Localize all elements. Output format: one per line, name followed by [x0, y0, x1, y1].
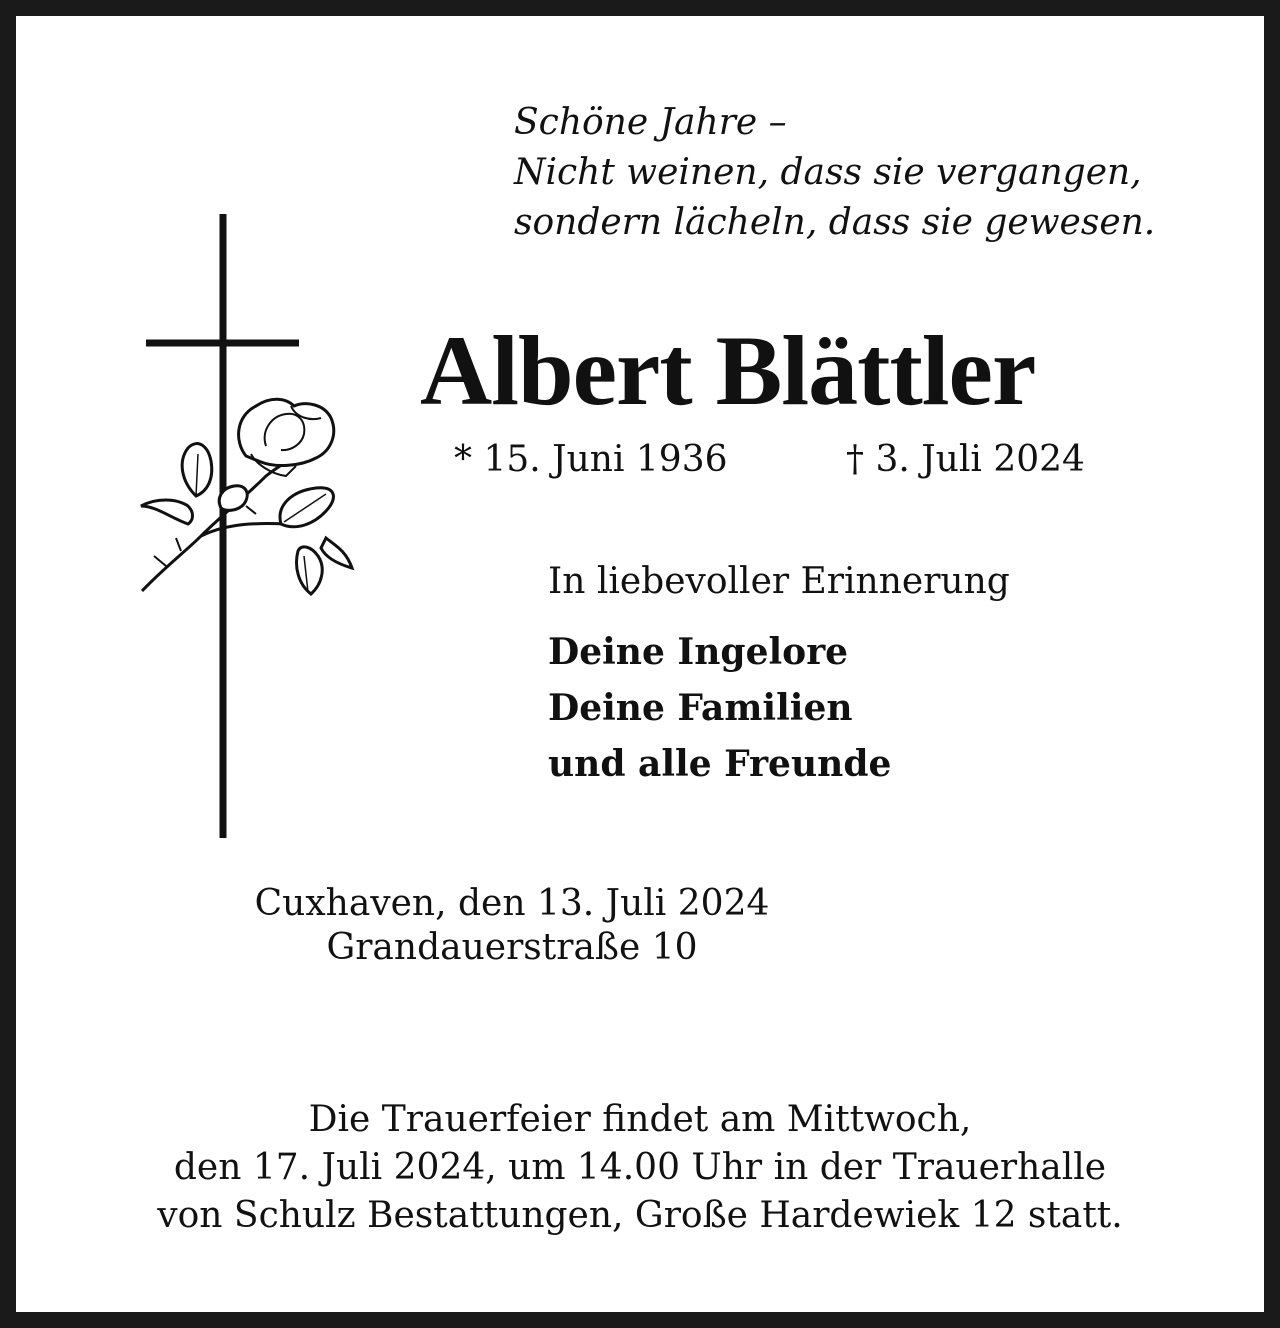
- place-and-date: [16, 882, 1264, 970]
- death-date: † 3. Juli 2024: [846, 439, 1085, 480]
- verse: [514, 98, 1155, 248]
- signers: [548, 624, 891, 792]
- signer-line: Deine Ingelore: [548, 631, 849, 673]
- verse-line: Nicht weinen, dass sie vergangen,: [514, 152, 1142, 193]
- deceased-name: Albert Blättler: [420, 315, 1036, 426]
- cross-with-rose-icon: [126, 206, 366, 856]
- verse-line: sondern lächeln, dass sie gewesen.: [514, 202, 1156, 243]
- signer-line: und alle Freunde: [548, 743, 892, 785]
- obituary-notice: [16, 16, 1264, 1312]
- ceremony-line: von Schulz Bestattungen, Große Hardewiek 12 statt.: [157, 1195, 1123, 1236]
- verse-line: Schöne Jahre –: [514, 102, 787, 143]
- ceremony-line: Die Trauerfeier findet am Mittwoch,: [308, 1099, 972, 1140]
- signer-line: Deine Familien: [548, 687, 853, 729]
- memory-line: In liebevoller Erinnerung: [548, 561, 1010, 602]
- address-line: Grandauerstraße 10: [326, 927, 698, 968]
- birth-date: * 15. Juni 1936: [454, 439, 728, 480]
- ceremony-line: den 17. Juli 2024, um 14.00 Uhr in der Trauerhalle: [173, 1147, 1107, 1188]
- place-date-line: Cuxhaven, den 13. Juli 2024: [254, 883, 770, 924]
- ceremony-info: [16, 1096, 1264, 1240]
